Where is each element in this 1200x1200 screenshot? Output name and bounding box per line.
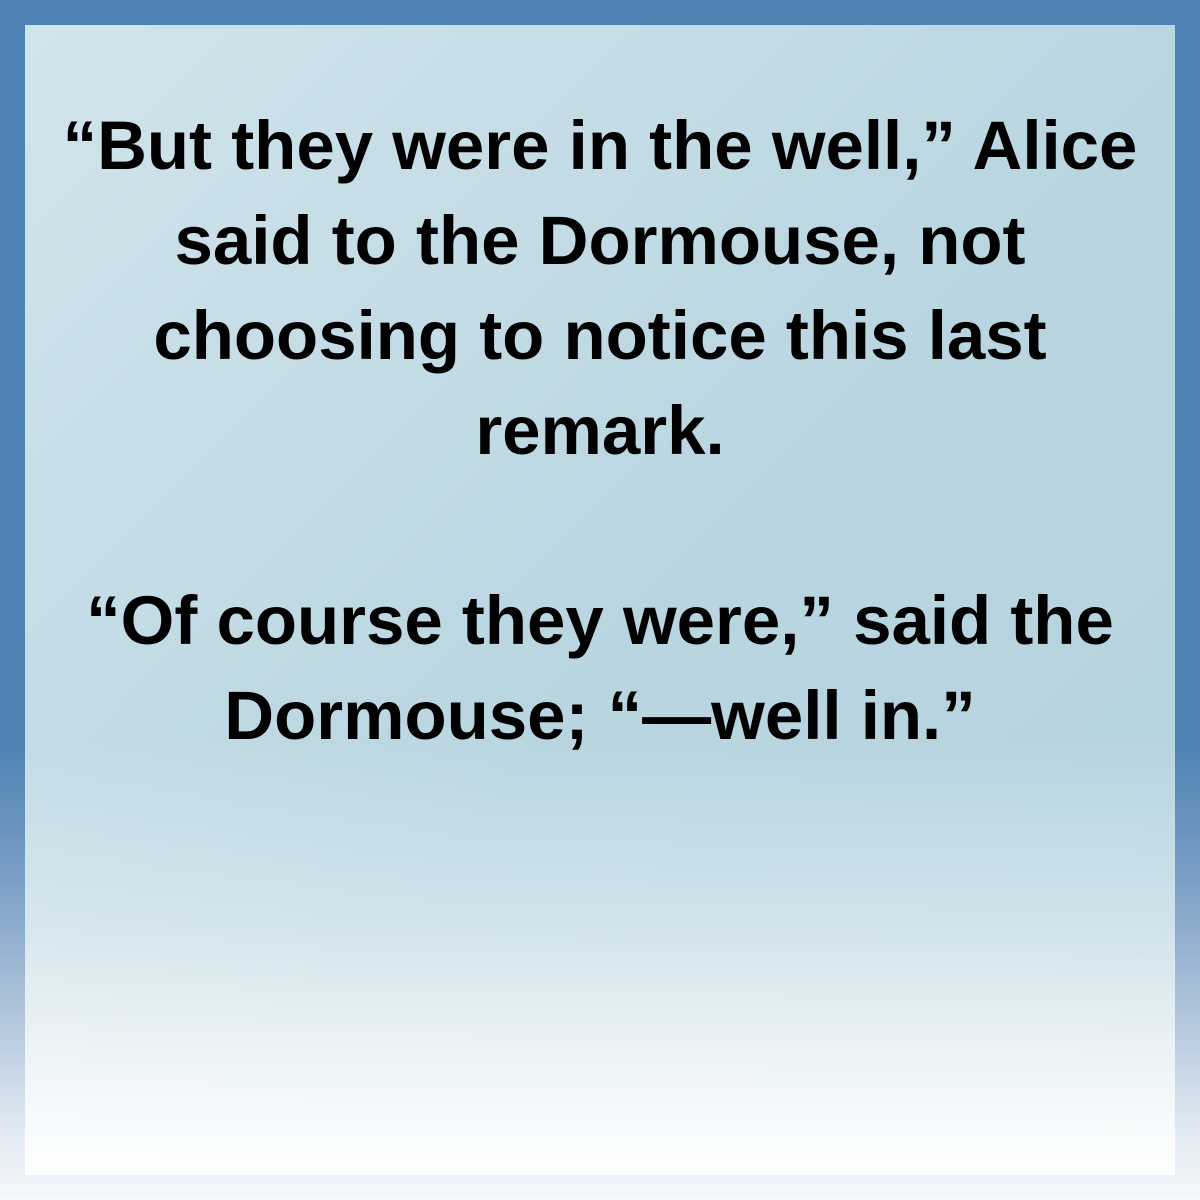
quote-paragraph-1: “But they were in the well,” Alice said to the Dormouse, not choosing to notice this last remark. <box>62 107 1138 469</box>
quote-paragraph-2: “Of course they were,” said the Dormouse; “—well in.” <box>86 582 1114 754</box>
quote-card <box>25 25 1175 1175</box>
